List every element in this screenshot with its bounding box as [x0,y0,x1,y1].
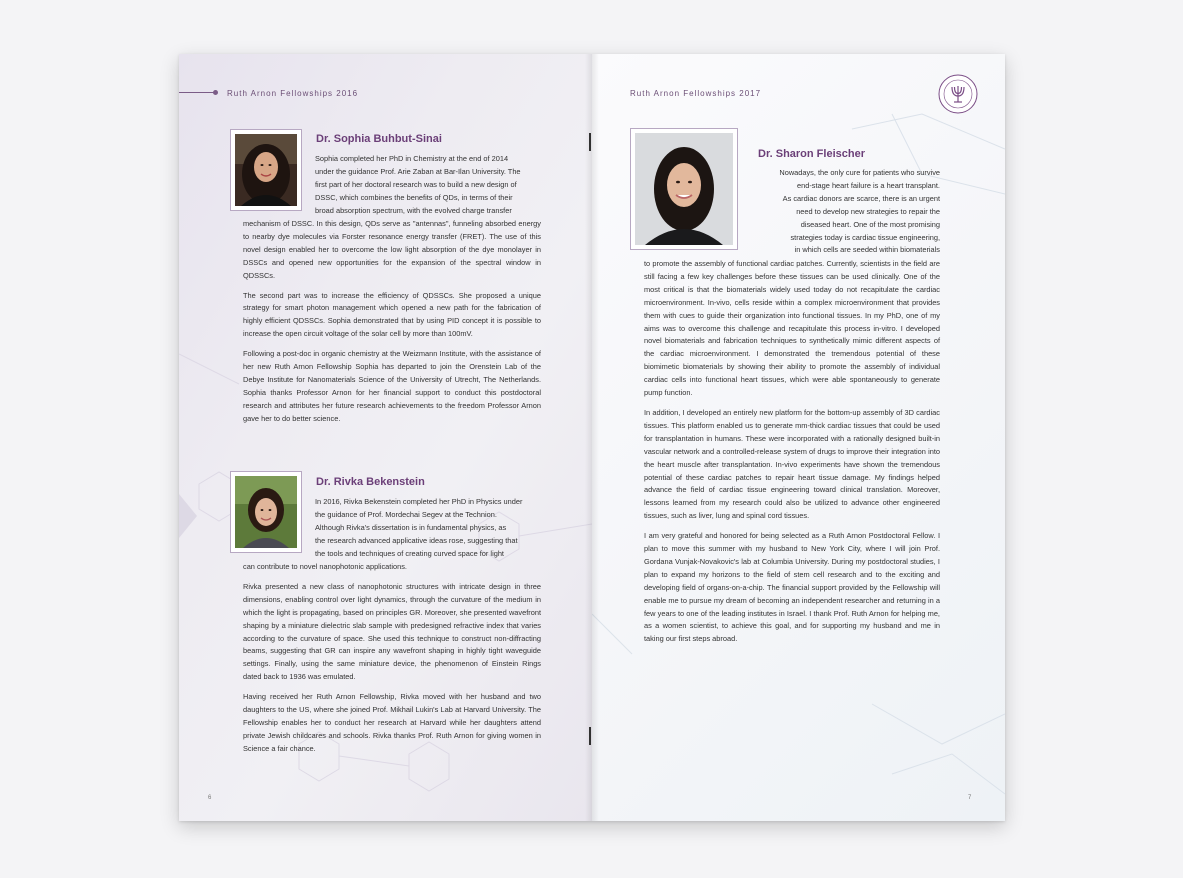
running-head-right: Ruth Arnon Fellowships 2017 [630,89,762,98]
bio-line: DSSC, which combines the benefits of QDs, in terms of their [315,192,513,202]
bio-line: end-stage heart failure is a heart transplant. [797,180,940,190]
bio-paragraph: mechanism of DSSC. In this design, QDs serve as "antennas", funneling absorbed energy to nearby dye molecules via Forster resonance energy transfer (FRET). The use of this novel design enabled her to overcome the low light absorption of the dye monolayer in DSSCs and opened new opportunities for the expansion of the spectral window in QDSSCs. [243,219,541,280]
name-sharon-fleischer: Dr. Sharon Fleischer [758,148,865,160]
bio-paragraph: can contribute to novel nanophotonic applications. [243,562,407,571]
bio-paragraph: Following a post-doc in organic chemistry at the Weizmann Institute, with the assistance of her new Ruth Arnon Fellowship Sophia has departed to join the Orenstein Lab of the Debye Institute for Nanomaterials Science of the University of Utrecht, The Netherlands. Sophia thanks Professor Arnon for her financial support to conduct this postdoctoral research and attributes her future research achievements to the freedom Professor Arnon gave her to do better science. [243,349,541,423]
portrait-photo-icon [635,133,733,245]
bio-line: in which cells are seeded within biomaterials [794,245,940,255]
bio-paragraph: Having received her Ruth Arnon Fellowship, Rivka moved with her husband and two daughters to the US, where she joined Prof. Mikhail Lukin's Lab at Harvard University. The Fellowship enables her to conduct her research at Harvard while her daughters attend private Jewish childcares and schools. Rivka thanks Prof. Ruth Arnon for giving women in Science a fair chance. [243,692,541,753]
left-page [179,54,592,821]
bio-rivka-intro [315,496,541,561]
bio-line: the tools and techniques of creating curved space for light [315,548,504,558]
bio-line: As cardiac donors are scarce, there is an urgent [782,193,940,203]
book-gutter [585,54,599,821]
portrait-photo-icon [235,476,297,548]
brochure-spread [179,54,1005,821]
bio-sharon-body [644,258,940,646]
bio-paragraph: I am very grateful and honored for being selected as a Ruth Arnon Postdoctoral Fellow. I plan to move this summer with my husband to New York City, where I will join Prof. Gordana Vunjak-Novakovic's lab at Columbia University. During my postdoctoral studies, I plan to expand my horizons to the field of stem cell research and to the exciting and developing field of organs-on-a-chip. The financial support provided by the Fellowship will enable me to pursue my dream of becoming an independent researcher and returning in a few years to one of the leading institutes in Israel. I thank Prof. Ruth Arnon for helping me, as a women scientist, to achieve this goal, and for supporting my husband and me in taking our first steps abroad. [644,531,940,644]
bio-line: under the guidance Prof. Arie Zaban at Bar-Ilan University. The [315,166,521,176]
name-rivka-bekenstein: Dr. Rivka Bekenstein [316,476,425,488]
bio-sharon-intro [744,167,940,257]
bio-line: broad absorption spectrum, with the evolved charge transfer [315,205,512,215]
menorah-seal-icon [938,74,978,114]
bio-paragraph: In addition, I developed an entirely new platform for the bottom-up assembly of 3D cardiac tissues. This platform enabled us to generate mm-thick cardiac tissues that could be used for transplantation in humans. These were incorporated with a rationally designed built-in vascular network and a controlled-release system of drugs to improve their integration into the heart muscle after transplantation. In-vivo experiments have shown the tremendous potential of these cardiac patches to repair heart tissue damage. My findings helped advance the field of cardiac tissue engineering toward clinical translation. Moreover, lessons learned from my research could also be utilized to advance other engineered tissues, such as liver, lung and spinal cord tissues. [644,407,940,521]
name-sophia-buhbut-sinai: Dr. Sophia Buhbut-Sinai [316,133,442,145]
bio-sophia-body [243,218,541,426]
page-number-left: 6 [208,795,212,801]
bio-paragraph: to promote the assembly of functional cardiac patches. Currently, scientists in the field are still facing a few key challenges before these tissues can be used clinically. One of the most critical is that the biomaterials widely used today do not recapitulate the cardiac microenvironment. In-vivo, cells reside within a complex microenvironment that provides them with cues to guide their organization into functional tissues. In my PhD, one of my aims was to overcome this challenge and recapitulate this process in-vitro. I developed novel biomaterials and fabrication techniques to synthetically mimic different aspects of the cardiac microenvironment. I demonstrated the tremendous potential of these biomimetic biomaterials by showing their ability to promote the assembly of individual cardiac cells into functional heart tissues, which were able spontaneously to generate pump function. [644,259,940,398]
bio-line: Sophia completed her PhD in Chemistry at the end of 2014 [315,154,509,163]
portrait-sophia-buhbut-sinai [230,129,302,211]
bio-line: need to develop new strategies to repair the [796,206,940,216]
right-page [592,54,1005,821]
bio-line: diseased heart. One of the most promising [800,219,940,229]
bio-sophia-intro [315,153,541,218]
bio-line: In 2016, Rivka Bekenstein completed her PhD in Physics under [315,497,523,506]
bio-paragraph: The second part was to increase the efficiency of QDSSCs. She proposed a unique strategy for smart photon management which opened a new path for the fabrication of highly efficient QDSSCs. Sophia demonstrated that by using PID concept it is possible to increase the open circuit voltage of the solar cell by more than 100mV. [243,290,541,339]
bio-paragraph: Rivka presented a new class of nanophotonic structures with intricate design in three dimensions, enabling control over light dynamics, through the curvature of the medium in which the light is propagating, based on principles GR. Moreover, she presented wavefront shaping by a miniature dielectric slab sample with predesigned refractive index that varies according to the curvature of space. She used this technique to construct non-diffracting beams, suggesting that GR can inspire any wavefront shaping in highly tight waveguide settings. Finally, using the same miniature device, the phenomenon of Einstein Rings dated back to 1936 was emulated. [243,581,541,682]
header-dot [213,90,218,95]
page-number-right: 7 [968,795,972,801]
running-head-left: Ruth Arnon Fellowships 2016 [227,89,359,98]
bio-line: strategies today is cardiac tissue engineering, [790,232,940,242]
portrait-sharon-fleischer [630,128,738,250]
portrait-rivka-bekenstein [230,471,302,553]
bio-line: first part of her doctoral research was to build a new design of [315,179,517,189]
bio-line: Nowadays, the only cure for patients who survive [779,168,940,177]
header-rule [179,92,215,93]
bio-line: the guidance of Prof. Mordechai Segev at the Technion. [315,509,497,519]
portrait-photo-icon [235,134,297,206]
bio-rivka-body [243,561,541,756]
bio-line: the research advanced applicative ideas rose, suggesting that [315,535,518,545]
bio-line: Although Rivka's dissertation is in fundamental physics, as [315,522,507,532]
